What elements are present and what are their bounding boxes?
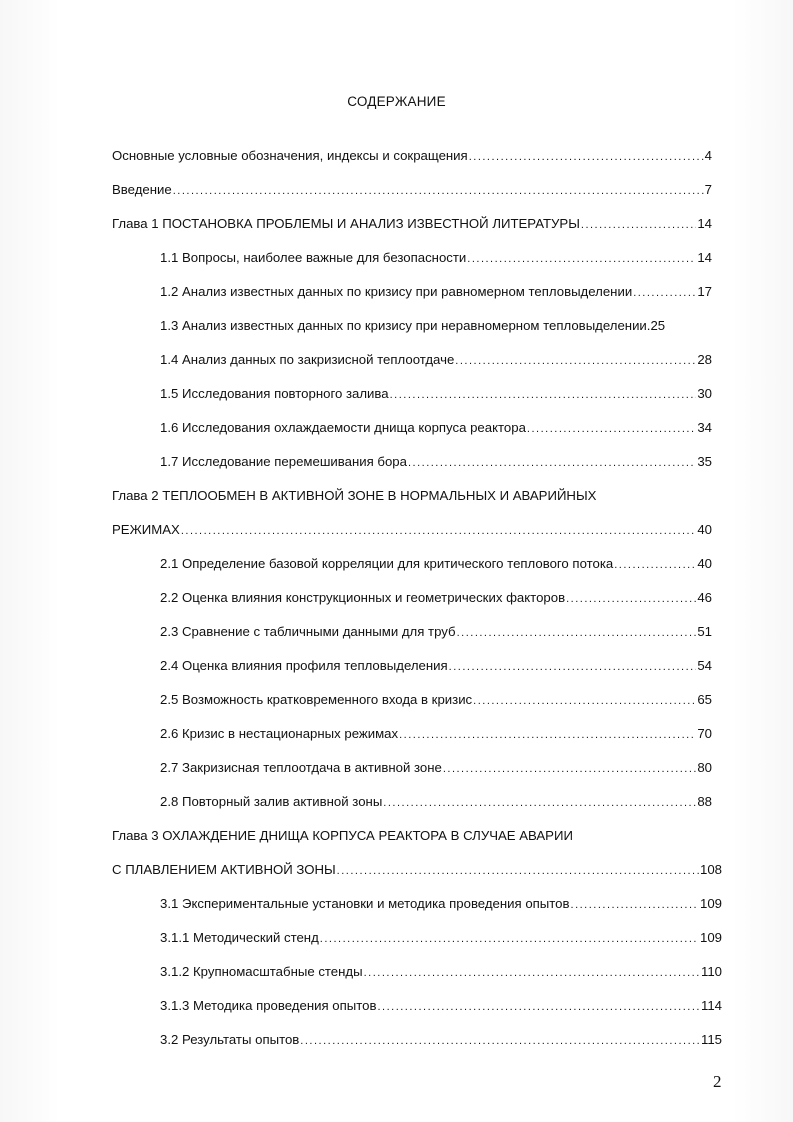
leader-dots [173, 182, 704, 200]
toc-entry-text: 2.2 Оценка влияния конструкционных и геометрических факторов [160, 590, 566, 605]
leader-dots [581, 216, 696, 234]
leader-dots [614, 556, 696, 574]
leader-dots [399, 726, 696, 744]
toc-entry-text: РЕЖИМАХ [112, 522, 180, 537]
toc-entry-text: 2.1 Определение базовой корреляции для критического теплового потока [160, 556, 614, 571]
toc-entry-page: 4 [704, 148, 712, 163]
leader-dots [633, 284, 696, 302]
leader-dots [469, 148, 704, 166]
toc-entry [160, 929, 722, 948]
toc-entry-page: 110 [700, 964, 722, 979]
toc-entry-text: 1.2 Анализ известных данных по кризису при равномерном тепловыделении [160, 284, 633, 299]
toc-entry-page: 114 [700, 998, 722, 1013]
leader-dots [383, 794, 696, 812]
toc-entry-chapter-line1: Глава 2 ТЕПЛООБМЕН В АКТИВНОЙ ЗОНЕ В НОРМАЛЬНЫХ И АВАРИЙНЫХ [112, 488, 597, 503]
toc-entry-page: 34 [697, 420, 712, 435]
leader-dots [571, 896, 699, 914]
toc-entry-text: 3.1.3 Методика проведения опытов [160, 998, 377, 1013]
toc-entry-page: 14 [697, 216, 712, 231]
toc-entry-text: 1.6 Исследования охлаждаемости днища корпуса реактора [160, 420, 526, 435]
toc-entry-text: 1.4 Анализ данных по закризисной теплоотдаче [160, 352, 455, 367]
toc-entry [160, 725, 712, 744]
toc-entry [112, 147, 712, 166]
toc-entry-text: 2.5 Возможность кратковременного входа в кризис [160, 692, 473, 707]
toc-entry-text: Введение [112, 182, 172, 197]
toc-entry-page: 40 [697, 556, 712, 571]
toc-entry-page: 70 [697, 726, 712, 741]
toc-entry-page: 46 [697, 590, 712, 605]
toc-entry-text: 1.7 Исследование перемешивания бора [160, 454, 407, 469]
leader-dots [566, 590, 696, 608]
toc-entry [160, 997, 722, 1016]
toc-entry-text: 1.3 Анализ известных данных по кризису при неравномерном тепловыделении. [160, 318, 651, 333]
leader-dots [377, 998, 700, 1016]
toc-entry-page: 30 [697, 386, 712, 401]
toc-entry-page: 65 [697, 692, 712, 707]
toc-entry-text: 3.1.1 Методический стенд [160, 930, 319, 945]
toc-entry-text: 2.6 Кризис в нестационарных режимах [160, 726, 399, 741]
leader-dots [300, 1032, 700, 1050]
leader-dots [467, 250, 696, 268]
leader-dots [408, 454, 696, 472]
toc-entry-page: 109 [699, 930, 722, 945]
toc-entry-page: 35 [697, 454, 712, 469]
toc-entry-page: 14 [697, 250, 712, 265]
toc-entry-chapter [112, 215, 712, 234]
leader-dots [320, 930, 699, 948]
toc-entry [160, 1031, 722, 1050]
toc-entry [160, 385, 712, 404]
toc-entry [160, 351, 712, 370]
page-number: 2 [713, 1072, 722, 1091]
toc-entry-text: Основные условные обозначения, индексы и сокращения [112, 148, 468, 163]
toc-entry [160, 249, 712, 268]
toc-entry [160, 555, 712, 574]
toc-entry-text: Глава 1 ПОСТАНОВКА ПРОБЛЕМЫ И АНАЛИЗ ИЗВЕСТНОЙ ЛИТЕРАТУРЫ [112, 216, 580, 231]
leader-dots [457, 624, 697, 642]
toc-entry [160, 691, 712, 710]
toc-entry-text: 2.7 Закризисная теплоотдача в активной зоне [160, 760, 442, 775]
leader-dots [443, 760, 697, 778]
toc-entry [160, 963, 722, 982]
toc-entry-text: 3.2 Результаты опытов [160, 1032, 300, 1047]
toc-entry [160, 657, 712, 676]
toc-entry [160, 283, 712, 302]
toc-entry-page: 51 [697, 624, 712, 639]
toc-entry-text: 2.8 Повторный залив активной зоны [160, 794, 383, 809]
toc-entry-text: 1.5 Исследования повторного залива [160, 386, 389, 401]
toc-entry-chapter-line2 [112, 861, 722, 880]
toc-entry-page: 40 [697, 522, 712, 537]
toc-entry-page: 17 [697, 284, 712, 299]
toc-entry-text: 3.1 Экспериментальные установки и методика проведения опытов [160, 896, 570, 911]
leader-dots [390, 386, 697, 404]
toc-entry [160, 453, 712, 472]
toc-entry-page: 25 [650, 318, 666, 333]
leader-dots [449, 658, 697, 676]
toc-entry-page: 115 [700, 1032, 722, 1047]
toc-entry-page: 80 [697, 760, 712, 775]
leader-dots [181, 522, 697, 540]
page-title: СОДЕРЖАНИЕ [347, 94, 446, 109]
toc-entry-page: 109 [699, 896, 722, 911]
leader-dots [455, 352, 696, 370]
toc-entry [160, 589, 712, 608]
leader-dots [473, 692, 696, 710]
toc-entry-page: 28 [697, 352, 712, 367]
toc-entry-text: С ПЛАВЛЕНИЕМ АКТИВНОЙ ЗОНЫ [112, 862, 336, 877]
toc-entry-text: 2.4 Оценка влияния профиля тепловыделения [160, 658, 448, 673]
toc-entry [160, 895, 722, 914]
toc-entry [160, 623, 712, 642]
leader-dots [527, 420, 696, 438]
leader-dots [337, 862, 699, 880]
toc-entry [160, 317, 712, 335]
toc-entry-text: 3.1.2 Крупномасштабные стенды [160, 964, 363, 979]
toc-entry-page: 108 [699, 862, 722, 877]
toc-entry [160, 793, 712, 812]
toc-entry-chapter-line2 [112, 521, 712, 540]
toc-entry-text: 2.3 Сравнение с табличными данными для труб [160, 624, 456, 639]
toc-entry-page: 7 [704, 182, 712, 197]
toc-entry [160, 419, 712, 438]
toc-entry-chapter-line1: Глава 3 ОХЛАЖДЕНИЕ ДНИЩА КОРПУСА РЕАКТОРА В СЛУЧАЕ АВАРИИ [112, 828, 573, 843]
toc-entry-text: 1.1 Вопросы, наиболее важные для безопасности [160, 250, 467, 265]
toc-entry-page: 54 [697, 658, 712, 673]
leader-dots [364, 964, 700, 982]
toc-entry-page: 88 [697, 794, 712, 809]
toc-entry [112, 181, 712, 200]
toc-entry [160, 759, 712, 778]
